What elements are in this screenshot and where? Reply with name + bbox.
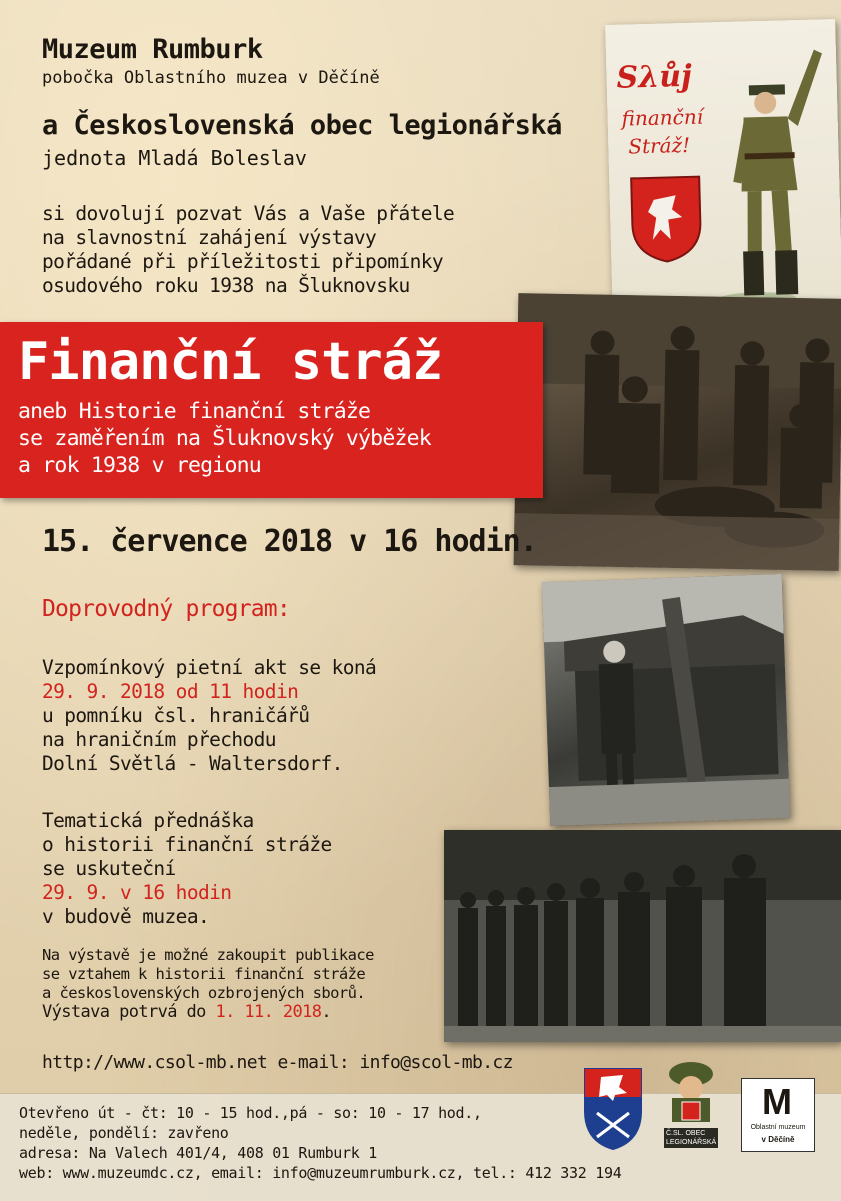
museum-branch: pobočka Oblastního muzea v Děčíně (42, 68, 380, 88)
exhibition-title: Finanční stráž (18, 332, 443, 392)
exhibition-end (42, 1003, 374, 1022)
museum-web-contacts[interactable]: web: www.muzeumdc.cz, email: info@muzeumrumburk.cz, tel.: 412 332 194 (19, 1164, 622, 1182)
photo-guard-group (514, 293, 841, 571)
legionnaire-emblem-icon (664, 1060, 718, 1124)
csol-caption-2: OBEC (685, 1130, 706, 1137)
guards-line-scene (444, 830, 841, 1042)
csol-caption (664, 1128, 718, 1148)
czech-coat-of-arms-icon (627, 173, 705, 265)
publications-note (42, 946, 374, 1022)
program-event-memorial (42, 656, 376, 776)
museum-logo-line1: Oblastní muzeum (750, 1124, 806, 1131)
museum-address: adresa: Na Valech 401/4, 408 01 Rumburk 1 (19, 1144, 377, 1162)
poster-slogan-3: Stráž! (628, 132, 691, 159)
museum-name: Muzeum Rumburk (42, 34, 263, 65)
csol-logo (664, 1060, 718, 1150)
invitation-text (42, 202, 454, 298)
museum-logo-line2: v Děčíně (761, 1135, 795, 1144)
event-text: Tematická přednáška (42, 809, 254, 832)
saluting-guard-illustration (702, 39, 839, 312)
note-line: a československých ozbrojených sborů. (42, 984, 366, 1002)
border-crossing-scene (542, 574, 790, 826)
oblastni-muzeum-logo (741, 1078, 815, 1152)
partner-unit: jednota Mladá Boleslav (42, 146, 307, 170)
program-event-lecture (42, 809, 332, 929)
exhibition-end-date: 1. 11. 2018 (215, 1002, 322, 1022)
exhibition-subtitle (18, 398, 431, 479)
poster-artwork (605, 19, 841, 323)
program-heading (42, 596, 290, 622)
note-line: se vztahem k historii finanční stráže (42, 965, 366, 983)
guard-group-figures (514, 293, 841, 571)
opening-hours: Otevřeno út - čt: 10 - 15 hod.,pá - so: 10 - 17 hod., (19, 1104, 482, 1122)
invitation-line: si dovolují pozvat Vás a Vaše přátele (42, 202, 455, 225)
event-text: Dolní Světlá - Waltersdorf. (42, 752, 343, 775)
csol-caption-3: LEGIONÁŘSKÁ (666, 1139, 717, 1146)
exhibition-end-suffix: . (321, 1002, 332, 1022)
partner-name: a Československá obec legionářská (42, 110, 562, 141)
contact-line[interactable]: http://www.csol-mb.net e-mail: info@scol-mb.cz (42, 1052, 513, 1073)
note-line: Na výstavě je možné zakoupit publikace (42, 946, 374, 964)
event-text: u pomníku čsl. hraničářů (42, 704, 310, 727)
exhibition-title-banner (0, 322, 543, 498)
photo-border-crossing (542, 574, 790, 826)
event-text: na hraničním přechodu (42, 728, 276, 751)
invitation-line: pořádané při příležitosti připomínky (42, 250, 444, 273)
regiment-shield-logo-icon (583, 1067, 643, 1151)
invitation-line: osudového roku 1938 na Šluknovsku (42, 274, 410, 297)
event-text: v budově muzea. (42, 905, 210, 928)
event-text: o historii finanční stráže (42, 833, 332, 856)
event-date: 29. 9. v 16 hodin (42, 881, 232, 904)
event-text: se uskuteční (42, 857, 176, 880)
museum-logo-mark-icon: M (762, 1081, 792, 1122)
closed-days: neděle, pondělí: zavřeno (19, 1124, 229, 1142)
program-heading-text: Doprovodný program: (42, 596, 290, 622)
opening-date: 15. července 2018 v 16 hodin. (42, 524, 537, 559)
poster-slogan-2: finanční (621, 104, 704, 131)
exhibition-subtitle-line: a rok 1938 v regionu (18, 453, 261, 478)
exhibition-end-prefix: Výstava potrvá do (42, 1002, 216, 1022)
poster-slogan-1: Sλůj (616, 58, 693, 96)
event-text: Vzpomínkový pietní akt se koná (42, 656, 377, 679)
exhibition-subtitle-line: se zaměřením na Šluknovský výběžek (18, 426, 431, 451)
event-date: 29. 9. 2018 od 11 hodin (42, 680, 299, 703)
photo-guards-line (444, 830, 841, 1042)
invitation-line: na slavnostní zahájení výstavy (42, 226, 377, 249)
csol-caption-1: Č.SL. (666, 1130, 684, 1137)
exhibition-subtitle-line: aneb Historie finanční stráže (18, 399, 371, 424)
